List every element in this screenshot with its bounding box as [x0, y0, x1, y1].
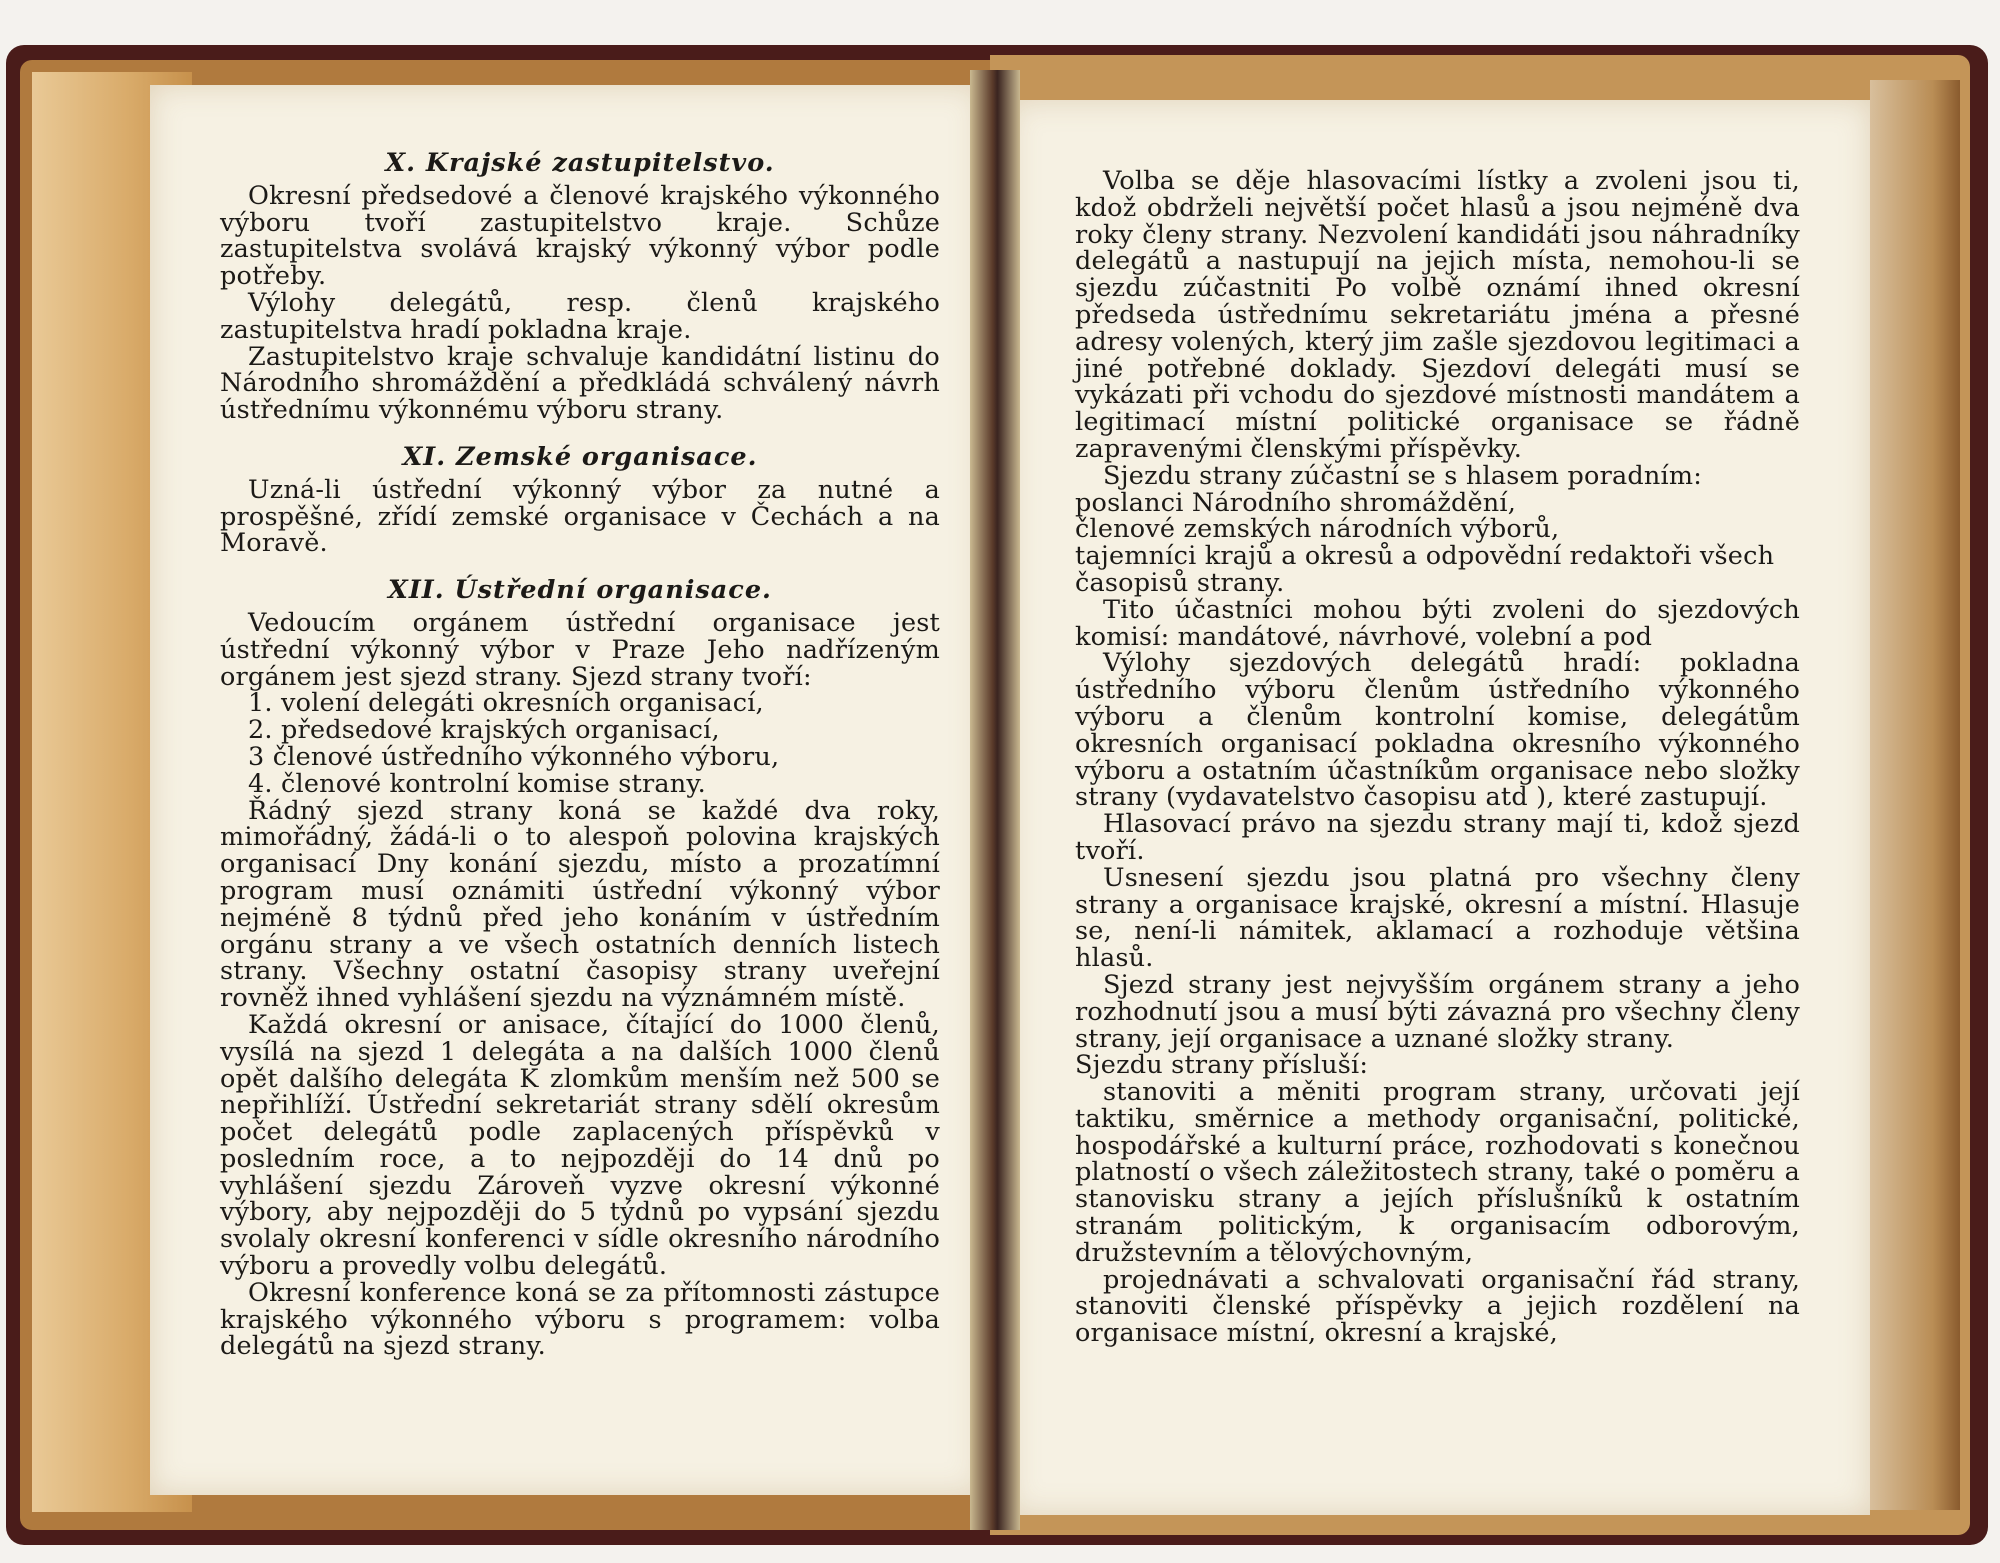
list-item: stanoviti a měniti program strany, určovati její taktiku, směrnice a methody organisační, politické, hospodářské a kulturní práce, rozhodovati s konečnou platností o všech záležitostech strany, také o poměru a stanovisku strany a jejích příslušníků k ostatním stranám politickým, k organisacím odborovým, družstevním a tělovýchovným,	[1075, 1077, 1800, 1268]
section-12-paragraph: Řádný sjezd strany koná se každé dva roky, mimořádný, žádá-li o to alespoň polovina krajských organisací Dny konání sjezdu, místo a prozatímní program musí oznámiti ústřední výkonný výbor nejméně 8 týdnů před jeho konáním v ústředním orgánu strany a ve všech ostatních denních listech strany. Všechny ostatní časopisy strany uveřejní rovněž ihned vyhlášení sjezdu na význámném místě.	[220, 795, 940, 1014]
section-10-title: X. Krajské zastupitelstvo.	[385, 148, 775, 178]
paragraph: Výlohy sjezdových delegátů hradí: pokladna ústředního výboru členům ústředního výkonného výboru a členům kontrolní komise, delegátům okresních organisací pokladna okresního výkonného výboru a ostatním účastníkům organisace nebo složky strany (vydavatelstvo časopisu atd ), které zastupují.	[1075, 648, 1800, 813]
list-item: projednávati a schvalovati organisační řád strany, stanoviti členské příspěvky a jejich rozdělení na organisace místní, okresní a krajské,	[1075, 1264, 1800, 1349]
section-10-paragraph: Zastupitelstvo kraje schvaluje kandidátní listinu do Národního shromáždění a předkládá schválený návrh ústřednímu výkonnému výboru strany.	[220, 341, 940, 426]
paragraph: Sjezdu strany zúčastní se s hlasem poradním:	[1103, 460, 1703, 491]
section-11-paragraph: Uzná-li ústřední výkonný výbor za nutné a prospěšné, zřídí zemské organisace v Čechách a na Moravě.	[220, 474, 940, 559]
left-page-text	[220, 150, 940, 1360]
list-item: tajemníci krajů a okresů a odpovědní redaktoři všech časopisů strany.	[1075, 541, 1775, 598]
list-item: 2. předsedové krajských organisací,	[248, 715, 720, 746]
right-page-text	[1075, 168, 1800, 1347]
page-stack-right	[1870, 80, 1960, 1510]
paragraph: Tito účastníci mohou býti zvoleni do sjezdových komisí: mandátové, návrhové, volební a pod	[1075, 594, 1800, 652]
book-gutter	[970, 70, 1020, 1530]
list-item: 3 členové ústředního výkonného výboru,	[248, 741, 780, 772]
paragraph: Volba se děje hlasovacími lístky a zvoleni jsou ti, kdož obdrželi největší počet hlasů a jsou nejméně dva roky členy strany. Nezvolení kandidáti jsou náhradníky delegátů a nastupují na jejich místa, nemohou-li se sjezdu zúčastniti Po volbě oznámí ihned okresní předseda ústřednímu sekretariátu jména a přesné adresy volených, který jim zašle sjezdovou legitimaci a jiné potřebné doklady. Sjezdoví delegáti musí se vykázati při vchodu do sjezdové místnosti mandátem a legitimací místní politické organisace se řádně zapravenými členskými příspěvky.	[1075, 166, 1800, 464]
list-item: poslanci Národního shromáždění,	[1075, 487, 1517, 518]
section-10-paragraph: Výlohy delegátů, resp. členů krajského zastupitelstva hradí pokladna kraje.	[220, 287, 940, 345]
list-item: členové zemských národních výborů,	[1075, 514, 1560, 545]
section-12-paragraph: Vedoucím orgánem ústřední organisace jest ústřední výkonný výbor v Praze Jeho nadřízeným orgánem jest sjezd strany. Sjezd strany tvoří:	[220, 607, 940, 692]
paragraph: Hlasovací právo na sjezdu strany mají ti, kdož sjezd tvoří.	[1075, 809, 1800, 866]
paragraph: Sjezd strany jest nejvyšším orgánem strany a jeho rozhodnutí jsou a musí býti závazná pro všechny členy strany, její organisace a uznané složky strany.	[1075, 969, 1800, 1054]
section-12-paragraph: Každá okresní or anisace, čítající do 1000 členů, vysílá na sjezd 1 delegáta a na dalších 1000 členů opět dalšího delegáta K zlomkům menším než 500 se nepřihlíží. Ústřední sekretariát strany sdělí okresům počet delegátů podle zaplacených příspěvků v posledním roce, a to nejpozději do 14 dnů po vyhlášení sjezdu Zároveň vyzve okresní výkonné výbory, aby nejpozději do 5 týdnů po vypsání sjezdu svolaly okresní konferenci v sídle okresního národního výboru a provedly volbu delegátů.	[220, 1009, 940, 1282]
section-12-title: XII. Ústřední organisace.	[388, 575, 772, 606]
list-item: 4. členové kontrolní komise strany.	[248, 768, 706, 799]
section-10-paragraph: Okresní předsedové a členové krajského výkonného výboru tvoří zastupitelstvo kraje. Schůze zastupitelstva svolává krajský výkonný výbor podle potřeby.	[220, 180, 940, 292]
list-item: 1. volení delegáti okresních organisací,	[248, 688, 764, 719]
paragraph: Sjezdu strany přísluší:	[1075, 1050, 1369, 1081]
section-12-paragraph: Okresní konference koná se za přítomnosti zástupce krajského výkonného výboru s programem: volba delegátů na sjezd strany.	[220, 1277, 940, 1362]
section-11-title: XI. Zemské organisace.	[402, 441, 758, 472]
paragraph: Usnesení sjezdu jsou platná pro všechny členy strany a organisace krajské, okresní a místní. Hlasuje se, není-li námitek, aklamací a rozhoduje většina hlasů.	[1075, 862, 1800, 974]
